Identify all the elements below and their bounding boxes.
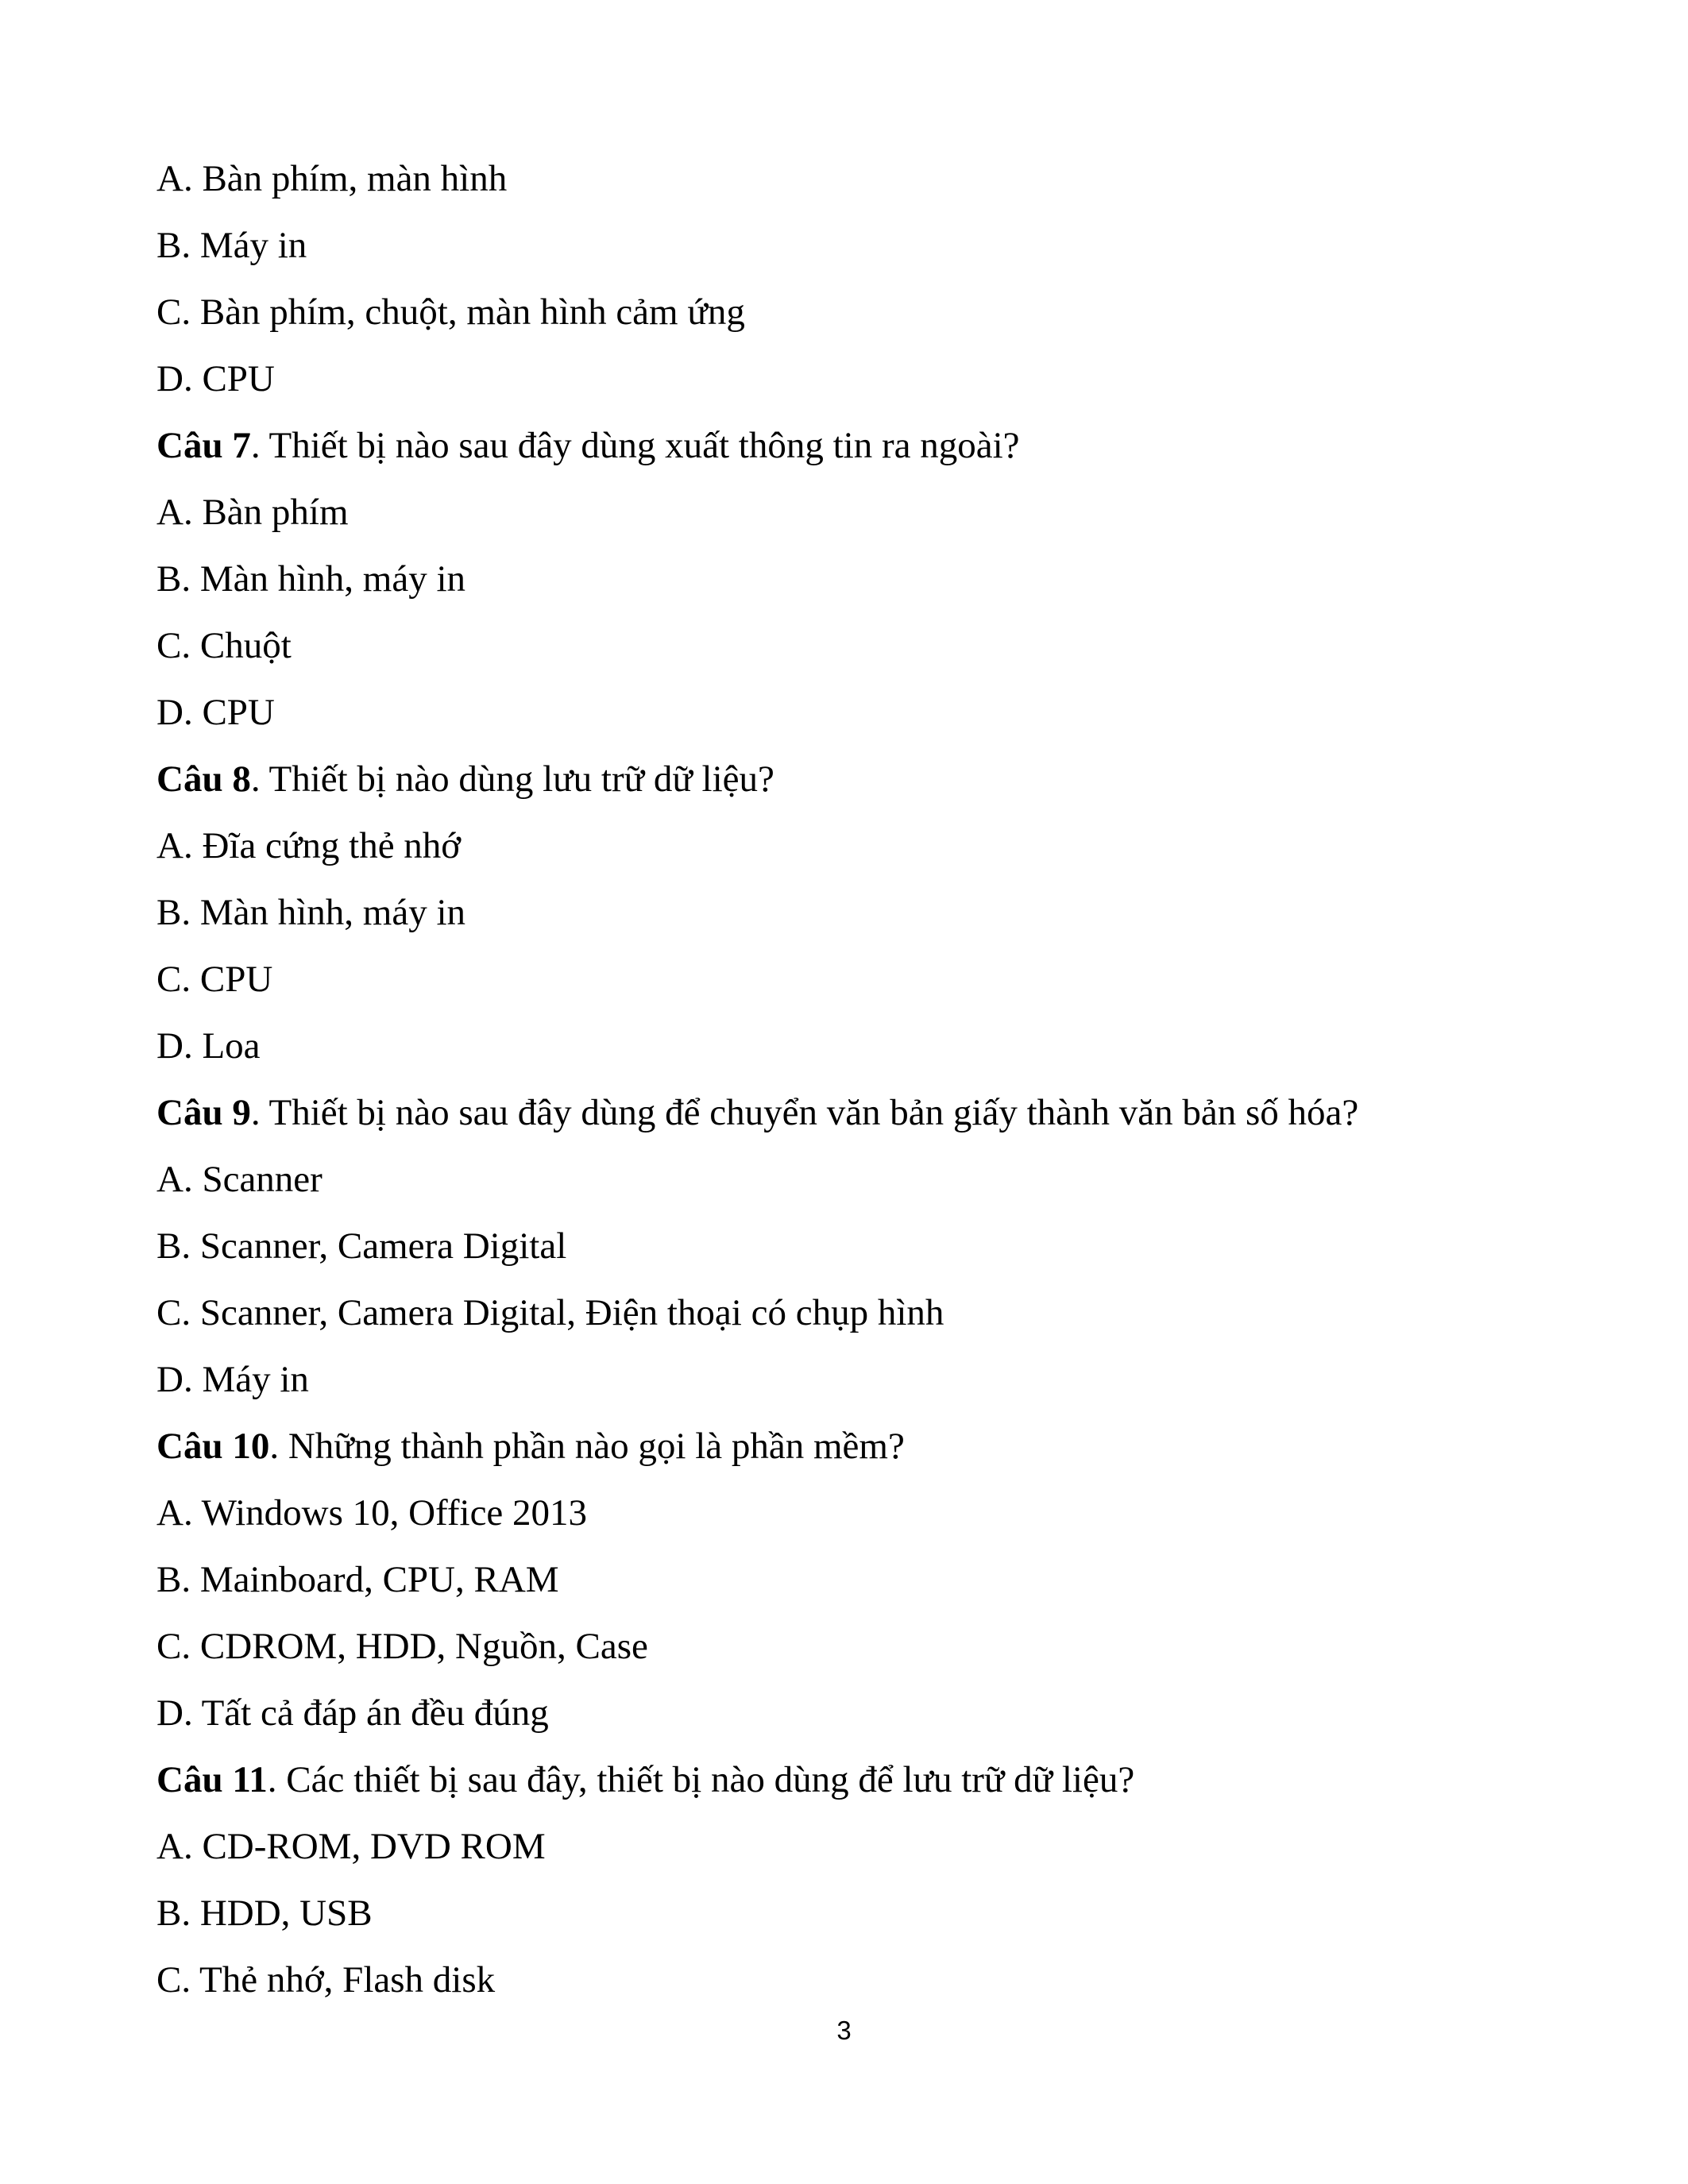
question-label: Câu 10 — [156, 1426, 270, 1467]
answer-option: A. Bàn phím, màn hình — [156, 158, 508, 199]
answer-option: B. HDD, USB — [156, 1893, 373, 1934]
answer-option: C. CPU — [156, 959, 273, 1000]
answer-option: C. CDROM, HDD, Nguồn, Case — [156, 1626, 648, 1667]
page-content — [156, 156, 1531, 2024]
answer-option: B. Màn hình, máy in — [156, 558, 466, 600]
answer-option: D. CPU — [156, 358, 275, 399]
question-line — [156, 1758, 1531, 1824]
answer-option: D. CPU — [156, 692, 275, 733]
question-label: Câu 9 — [156, 1092, 251, 1133]
answer-option: C. Scanner, Camera Digital, Điện thoại có chụp hình — [156, 1292, 944, 1333]
question-line — [156, 757, 1531, 824]
answer-option: A. Windows 10, Office 2013 — [156, 1492, 588, 1534]
answer-option: A. CD-ROM, DVD ROM — [156, 1826, 546, 1867]
answer-option: A. Đĩa cứng thẻ nhớ — [156, 825, 462, 866]
question-line — [156, 1424, 1531, 1491]
question-label: Câu 8 — [156, 758, 251, 800]
question-text: . Thiết bị nào dùng lưu trữ dữ liệu? — [250, 758, 774, 800]
answer-option: C. Chuột — [156, 625, 292, 666]
page-number: 3 — [836, 2016, 852, 2045]
answer-option: B. Mainboard, CPU, RAM — [156, 1559, 559, 1600]
question-text: . Những thành phần nào gọi là phần mềm? — [269, 1426, 905, 1467]
question-text: . Thiết bị nào sau đây dùng để chuyển văn bản giấy thành văn bản số hóa? — [250, 1092, 1359, 1133]
answer-option: C. Thẻ nhớ, Flash disk — [156, 1959, 496, 2001]
answer-option: B. Scanner, Camera Digital — [156, 1225, 567, 1267]
answer-option: B. Màn hình, máy in — [156, 892, 466, 933]
answer-option: A. Scanner — [156, 1159, 323, 1200]
question-text: . Các thiết bị sau đây, thiết bị nào dùng để lưu trữ dữ liệu? — [267, 1759, 1135, 1800]
answer-option: A. Bàn phím — [156, 492, 349, 533]
answer-option: D. Tất cả đáp án đều đúng — [156, 1692, 549, 1734]
question-label: Câu 7 — [156, 425, 251, 466]
answer-option: D. Máy in — [156, 1359, 309, 1400]
question-label: Câu 11 — [156, 1759, 268, 1800]
answer-option: D. Loa — [156, 1025, 261, 1067]
answer-option: B. Máy in — [156, 225, 307, 266]
answer-option: C. Bàn phím, chuột, màn hình cảm ứng — [156, 291, 745, 333]
question-text: . Thiết bị nào sau đây dùng xuất thông tin ra ngoài? — [250, 425, 1020, 466]
question-line — [156, 423, 1531, 490]
question-line — [156, 1090, 1531, 1157]
